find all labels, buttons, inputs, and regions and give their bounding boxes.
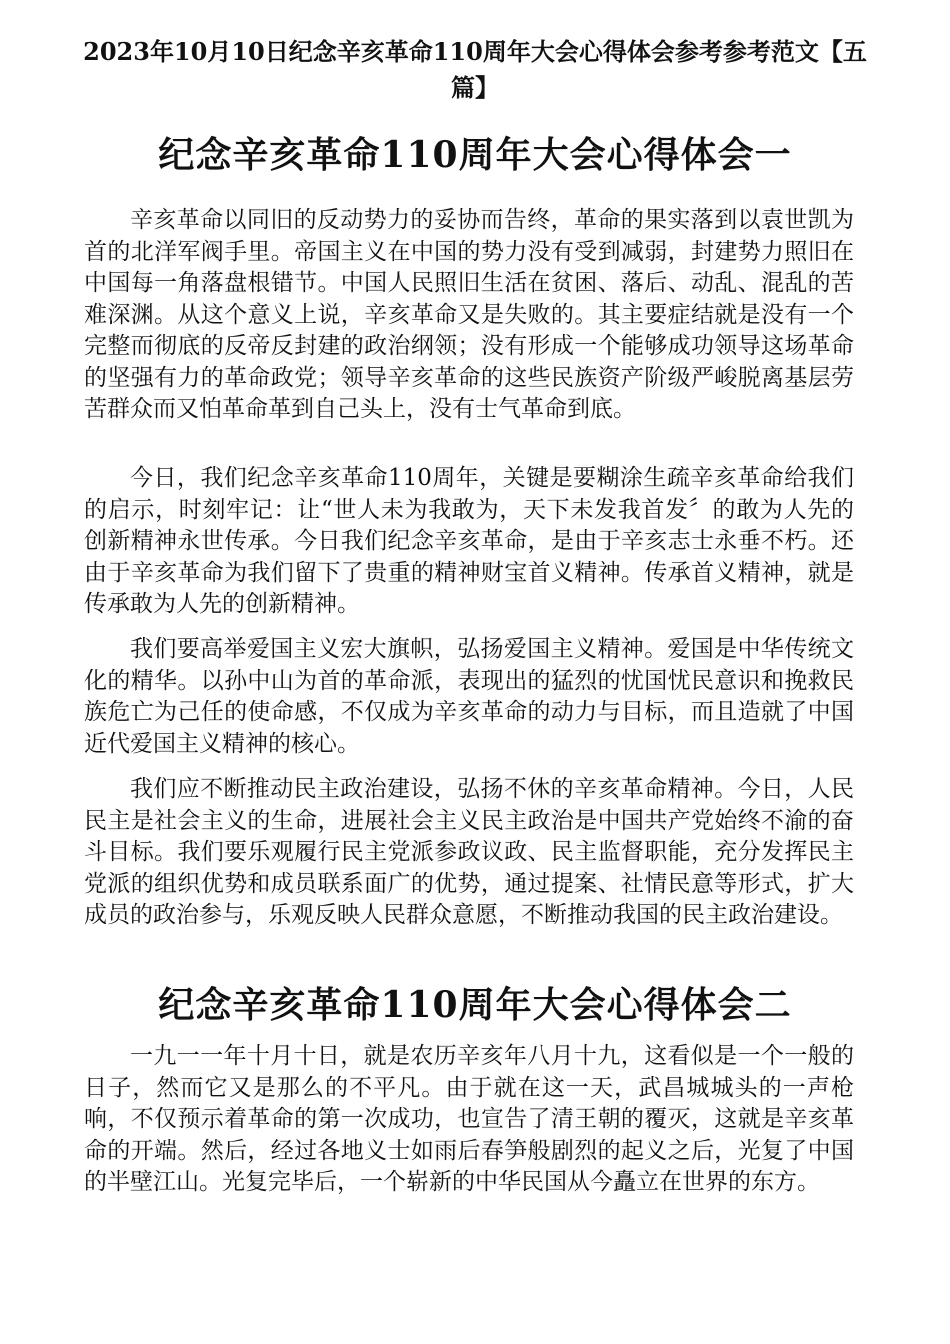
section-1-paragraph-2: 今日，我们纪念辛亥革命110周年，关键是要糊涂生疏辛亥革命给我们的启示，时刻牢记：让“世人未为我敢为，天下未发我首发〞的敢为人先的创新精神永世传承。今日我们纪念辛亥革命，是由于辛亥志士永垂不朽。还由于辛亥革命为我们留下了贵重的精神财宝首义精神。传承首义精神，就是传承敢为人先的创新精神。	[84, 465, 854, 617]
section-heading-1: 纪念辛亥革命110周年大会心得体会一	[158, 134, 792, 176]
section-heading-2: 纪念辛亥革命110周年大会心得体会二	[158, 984, 792, 1026]
document-title: 2023年10月10日纪念辛亥革命110周年大会心得体会参考参考范文【五篇】	[83, 37, 867, 102]
section-1-paragraph-1: 辛亥革命以同旧的反动势力的妥协而告终，革命的果实落到以袁世凯为首的北洋军阀手里。帝国主义在中国的势力没有受到减弱，封建势力照旧在中国每一角落盘根错节。中国人民照旧生活在贫困、落后、动乱、混乱的苦难深渊。从这个意义上说，辛亥革命又是失败的。其主要症结就是没有一个完整而彻底的反帝反封建的政治纲领；没有形成一个能够成功领导这场革命的坚强有力的革命政党；领导辛亥革命的这些民族资产阶级严峻脱离基层劳苦群众而又怕革命革到自己头上，没有士气革命到底。	[84, 207, 854, 422]
section-1-paragraph-3: 我们要高举爱国主义宏大旗帜，弘扬爱国主义精神。爱国是中华传统文化的精华。以孙中山为首的革命派，表现出的猛烈的忧国忧民意识和挽救民族危亡为己任的使命感，不仅成为辛亥革命的动力与目标，而且造就了中国近代爱国主义精神的核心。	[84, 636, 854, 757]
section-2-paragraph-1: 一九一一年十月十日，就是农历辛亥年八月十九，这看似是一个一般的日子，然而它又是那么的不平凡。由于就在这一天，武昌城城头的一声枪响，不仅预示着革命的第一次成功，也宣告了清王朝的覆灭，这就是辛亥革命的开端。然后，经过各地义士如雨后春笋般剧烈的起义之后，光复了中国的半壁江山。光复完毕后，一个崭新的中华民国从今矗立在世界的东方。	[84, 1043, 854, 1195]
section-1-paragraph-4: 我们应不断推动民主政治建设，弘扬不休的辛亥革命精神。今日，人民民主是社会主义的生命，进展社会主义民主政治是中国共产党始终不渝的奋斗目标。我们要乐观履行民主党派参政议政、民主监督职能，充分发挥民主党派的组织优势和成员联系面广的优势，通过提案、社情民意等形式，扩大成员的政治参与，乐观反映人民群众意愿，不断推动我国的民主政治建设。	[84, 776, 854, 928]
